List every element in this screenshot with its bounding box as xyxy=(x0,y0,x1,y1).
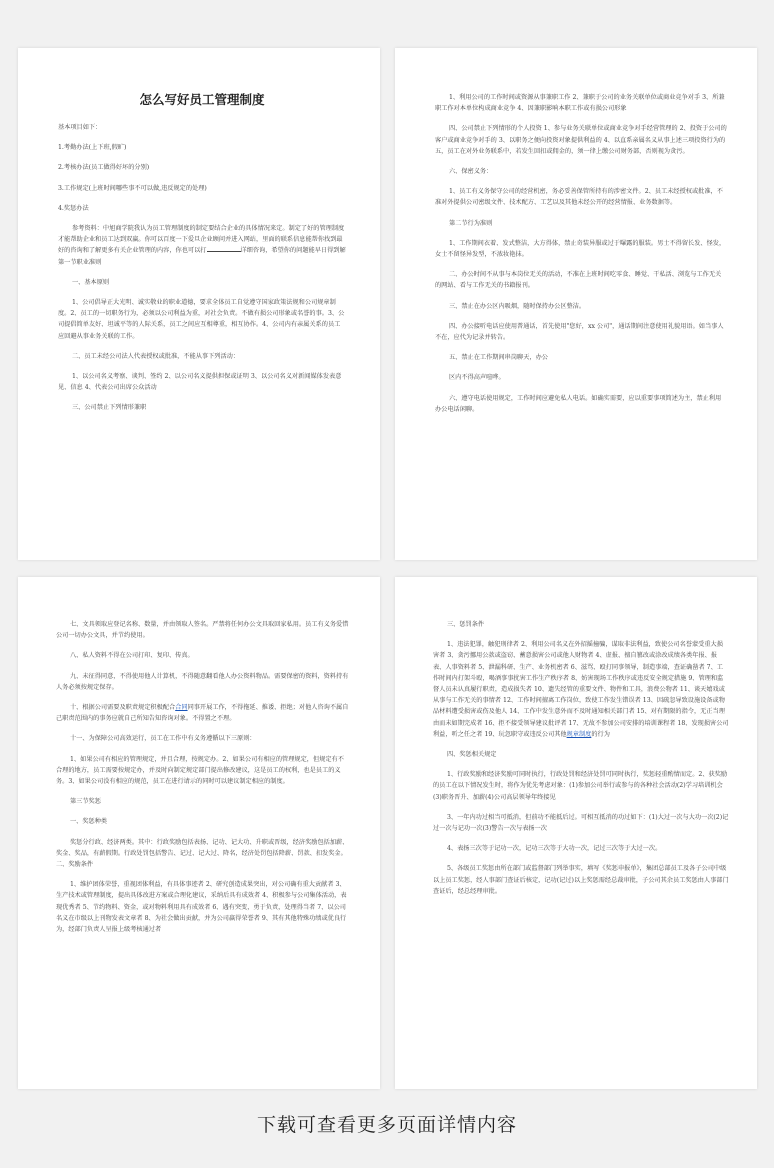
paragraph: 1.考勤办法(上下班,假旷) xyxy=(58,144,127,152)
reference-paragraph xyxy=(58,223,346,268)
paragraph: 2.考核办法(员工做得好坏的分别) xyxy=(58,164,150,172)
paragraph: 4、表扬三次等于记功一次，记功三次等于大功一次，记过三次等于大过一次。 xyxy=(447,845,662,853)
section-heading: 三、惩罚条件 xyxy=(447,621,485,628)
paragraph-text: 的行为 xyxy=(591,730,610,738)
paragraph: 1、如果公司有相应的管理规定，并且合理，按规定办。2、如果公司有相应的管理规定，但规定有不合理的地方，员工需要按规定办，并及时向制定规定部门提出修改建议，这是员工的权利，也是员工的义务。3、如果公司没有相应的规范，员工在进行请示的同时可以建议制定相应的制度。 xyxy=(56,755,344,786)
paragraph: 区内不得高声喧哗。 xyxy=(449,374,505,382)
section-heading: 第三节奖惩 xyxy=(70,798,101,806)
paragraph: 3、一年内功过相当可抵消，但前功不能抵后过。可相互抵消的功过如下：(1)大过一次与大功一次(2)记过一次与记功一次(3)警告一次与表扬一次 xyxy=(433,813,729,833)
paragraph: 1、公司倡导正大光明、诚实敬业的职业道德，要求全体员工自觉遵守国家政策法规和公司规章制度。2、员工的一切职务行为，必须以公司利益为重，对社会负责。不做有损公司形象或名誉的事。3、公司提倡简单友好、坦诚平等的人际关系，员工之间应互相尊重，相互协作。4、公司内有亲属关系的员工应回避从事业务关联的工作。 xyxy=(58,299,345,340)
paragraph: 二、员工未经公司法人代表授权或批准，不能从事下列活动： xyxy=(72,352,240,360)
section-heading: 四、奖惩相关规定 xyxy=(447,751,497,759)
paragraph-with-link xyxy=(433,639,729,740)
paragraph: 1、利用公司的工作时间或资源从事兼职工作 2、兼职于公司的业务关联单位或商业竞争对手 3、所兼职工作对本单位构成商业竞争 4、因兼职影响本职工作或有损公司形象 xyxy=(435,94,725,113)
paragraph: 二、办公时间不从事与本岗位无关的活动，不准在上班时间吃零食、睡觉、干私活、浏览与工作无关的网站、看与工作无关的书籍报刊。 xyxy=(435,271,722,290)
paragraph: 1、行政奖励和经济奖励可同时执行，行政处罚和经济处罚可同时执行，奖惩轻重酌情而定。2、获奖励的员工在以下情况发生时，将作为优先考虑对象：(1)参加公司举行或参与的各种社会活动(2)学习培训机会(3)职务晋升、加薪(4)公司高层领导年终接见 xyxy=(433,771,728,801)
paragraph: 1、以公司名义考察、谈判、签约 2、以公司名义提供担保或证明 3、以公司名义对新闻媒体发表意见、信息 4、代表公司出席公众活动 xyxy=(58,373,342,392)
document-page-1 xyxy=(18,48,380,560)
paragraph: 五、禁止在工作期间串岗聊天，办公 xyxy=(449,354,548,362)
section-heading: 第二节行为准则 xyxy=(449,219,493,227)
paragraph: 一、基本原则 xyxy=(72,278,110,286)
paragraph: 三、公司禁止下列情形兼职 xyxy=(72,404,147,412)
document-page-2 xyxy=(395,48,757,560)
paragraph: 基本项目如下： xyxy=(58,124,102,131)
document-page-3 xyxy=(18,577,380,1089)
document-page-4 xyxy=(395,577,757,1089)
paragraph: 1、员工有义务保守公司的经营机密，务必妥善保管所持有的涉密文件。2、员工未经授权或批准，不准对外提供公司密级文件、技术配方、工艺以及其他未经公开的经营情报、业务数据等。 xyxy=(435,188,723,207)
paragraph: 九、未征得同意，不得使用他人计算机，不得随意翻看他人办公资料物品。需要保密的资料，资料持有人务必须按规定保存。 xyxy=(56,672,349,691)
paragraph: 5、各级员工奖惩由所在部门或监督部门列举事实，填写《奖惩申报单》，集团总部员工及各子公司中级以上员工奖惩，经人事部门查证后核定，记功(记过)以上奖惩需经总裁审批，子公司其余员工奖惩由人事部门查证后，经总经理审批。 xyxy=(433,865,729,895)
contract-link[interactable]: 合同 xyxy=(175,704,188,712)
paragraph: 四、公司禁止下列情形的个人投资 1、参与业务关联单位或商业竞争对手经营管理的 2、投资于公司的客户或商业竞争对手的 3、以职务之便向投资对象提供利益的 4、以直系亲属名义从事上述三项投资行为的五，员工在对外业务联系中，若发生回扣或佣金的，须一律上缴公司财务部，否则视为贪污。 xyxy=(435,125,727,155)
paragraph: 四、办公接听电话应使用普通话，首先使用"您好，xx 公司"，通话期间注意使用礼貌用语。如当事人不在，应代为记录并转告。 xyxy=(435,322,724,342)
paragraph-text: 十、根据公司需要及职责规定积极配合 xyxy=(70,704,176,712)
paragraph: 奖惩分行政、经济两类。其中：行政奖励包括表扬、记功、记大功、升职或晋级，经济奖励包括加薪、奖金、奖品，有薪假期。行政处罚包括警告、记过、记大过、降名，经济处罚包括降薪、罚款、扣发奖金。二、奖励条件 xyxy=(56,838,349,869)
fill-blank-line xyxy=(207,245,241,252)
paragraph-text: 1、违法犯罪，触犯刑律者 2、利用公司名义在外招摇撞骗，谋取非法利益，致使公司名誉蒙受重大损害者 3、贪污挪用公款或盗窃、蓄意损害公司或他人财物者 4、虚报、擅自篡改或涂改成绩各类年报、报表、人事资料者 5、泄漏科研、生产、业务机密者 6、滋骂、殴打同事领导，制造事端，查证确凿者 7、工作时间内打架斗殴，喝酒事事扰害工作生产秩序者 8、妨害现场工作秩序或违反安全规定措施 9、管理和监督人员未认真履行职责，造成损失者 10、遗失经管的重要文件、物件和工具，浪费公物者 11、谈天嬉戏或从事与工作无关的事情者 12、工作时间擅离工作岗位，致使工作发生错误者 13、因疏忽导致设施设备或物品材料遭受损害或伤及他人 14、工作中发生意外而不及时通知相关部门者 15、对有期限的指令，无正当理由而未如期完成者 16、拒不接受领导建议批评者 17、无故不参加公司安排的培训课程者 18、发现损害公司利益，听之任之者 19、玩忽职守或违反公司其他 xyxy=(433,641,729,738)
download-prompt-text[interactable]: 下载可查看更多页面详情内容 xyxy=(256,1114,517,1136)
paragraph-text: 详细咨询，希望你的问题能早日得到解第一节职业准则 xyxy=(58,247,346,266)
paragraph: 1、维护团体荣誉，重视团体利益，有具体事迹者 2、研究创造成果突出，对公司确有重大贡献者 3、生产技术或管理制度，提出具体改进方案或合理化建议，采纳后具有成效者 4、积极参与公司集体活动，表现优秀者 5、节约物料、资金，或对物料利用具有成效者 6、遇有突变，勇于负责，处理得当者 7、以公司名义在市级以上刊物发表文章者 8、为社会做出贡献，并为公司赢得荣誉者 9、其有其他特殊功绩或优良行为，经部门负责人呈报上级考核通过者 xyxy=(56,881,347,934)
paragraph: 4.奖惩办法 xyxy=(58,204,89,212)
paragraph: 六、遵守电话使用规定，工作时间应避免私人电话。如确实需要，应以重要事项简述为主，禁止利用办公电话闲聊。 xyxy=(435,394,722,413)
regulations-link[interactable]: 规章制度 xyxy=(566,730,592,738)
paragraph: 十一、为保障公司高效运行，员工在工作中有义务遵循以下三原则： xyxy=(70,735,256,743)
paragraph: 三、禁止在办公区内吸烟，随时保持办公区整洁。 xyxy=(449,302,586,310)
paragraph: 1、工作期间衣着、发式整洁，大方得体，禁止奇装异服或过于曝露的服装。男士不得留长发、怪发，女士不留怪异发型，不浓妆艳抹。 xyxy=(435,239,726,259)
paragraph: 七、文具领取应登记名称、数量，并由领取人签名。严禁将任何办公文具取回家私用。员工有义务爱惜公司一切办公文具，并节约使用。 xyxy=(56,621,349,640)
paragraph: 六、保密义务： xyxy=(449,168,493,176)
paragraph-text: 同事开展工作，不得拖延、推诿、拒绝；对他人咨询不属自己职责范围内的事务应就自己所知告知咨询对象。不得置之不理。 xyxy=(56,704,349,723)
paragraph: 一、奖惩种类 xyxy=(70,818,108,826)
paragraph: 八、私人资料不得在公司打印、复印、传真。 xyxy=(70,652,194,660)
document-title: 怎么写好员工管理制度 xyxy=(139,92,265,107)
paragraph-with-link xyxy=(56,702,350,724)
paragraph-text: 参考资料：中旭商学院我认为员工管理制度的制定要结合企业的具体情况来定。制定了好的管理制度才能帮助企业和员工达到双赢。你可以百度一下爱旦企业顾问并进入网站，里面的联系信息能帮你找到最好的咨询和了解更多有关企业管理的内容，你也可以打 xyxy=(58,225,345,255)
paragraph: 3.工作规定(上班时间哪些事不可以做,违反规定的处理) xyxy=(58,184,207,192)
